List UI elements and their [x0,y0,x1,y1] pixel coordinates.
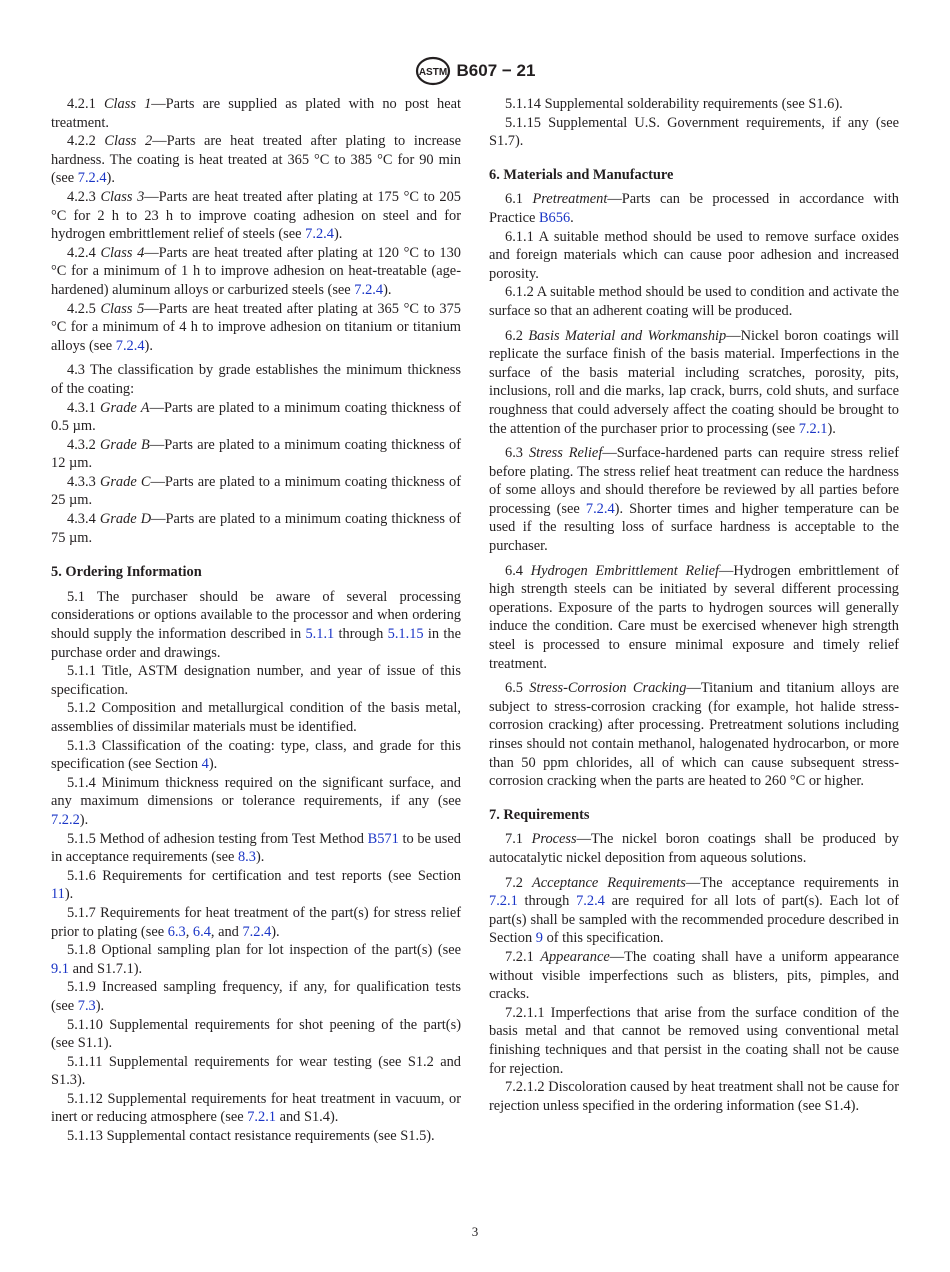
para-4-2-4: 4.2.4 Class 4—Parts are heat treated after plating at 120 °C to 130 °C for a minimum of 1 h to improve adhesion on heat-treatable (age-hardened) aluminum alloys or carburized steels (see 7.2.4). [51,244,461,298]
para-4-2-5: 4.2.5 Class 5—Parts are heat treated after plating at 365 °C to 375 °C for a minimum of 4 h to improve adhesion on titanium or titanium alloys (see 7.2.4). [51,300,461,354]
ref-link[interactable]: 8.3 [237,849,256,866]
para-5-1-8: 5.1.8 Optional sampling plan for lot inspection of the part(s) (see 9.1 and S1.7.1). [51,942,461,977]
ref-link[interactable]: 9.1 [51,960,69,977]
para-5-1-2: 5.1.2 Composition and metallurgical condition of the basis metal, assemblies of dissimilar materials must be identified. [51,700,461,735]
para-5-1-13: 5.1.13 Supplemental contact resistance requirements (see S1.5). [67,1128,435,1145]
right-column [489,95,899,1115]
ref-link[interactable]: 11 [51,886,65,903]
para-4-2-3: 4.2.3 Class 3—Parts are heat treated after plating at 175 °C to 205 °C for 2 h to 23 h to improve coating adhesion on steel and for hydrogen embrittlement relief of steels (see 7.2.4). [51,188,461,243]
para-5-1-6: 5.1.6 Requirements for certification and test reports (see Section 11). [51,867,461,903]
para-5-1-1: 5.1.1 Title, ASTM designation number, and year of issue of this specification. [51,663,461,698]
para-5-1-11: 5.1.11 Supplemental requirements for wear testing (see S1.2 and S1.3). [51,1053,461,1089]
section-heading-7: 7. Requirements [489,806,590,823]
para-6-1-1: 6.1.1 A suitable method should be used to remove surface oxides and foreign materials which can cause poor adhesion and increased porosity. [489,228,899,282]
ref-link[interactable]: B656 [538,209,571,226]
para-7-2: 7.2 Acceptance Requirements—The acceptance requirements in 7.2.1 through 7.2.4 are required for all lots of part(s). Each lot of part(s) shall be sampled with the recommended procedure described in Section 9 of this specification. [489,874,899,947]
page-header [0,56,950,86]
svg-text:ASTM: ASTM [418,67,447,78]
para-4-3: 4.3 The classification by grade establishes the minimum thickness of the coating: [51,362,461,397]
para-5-1-12: 5.1.12 Supplemental requirements for heat treatment in vacuum, or inert or reducing atmosphere (see 7.2.1 and S1.4). [51,1090,461,1126]
para-6-1: 6.1 Pretreatment—Parts can be processed in accordance with Practice B656. [489,191,900,226]
para-7-2-1-1: 7.2.1.1 Imperfections that arise from the surface condition of the basis metal and that cannot be removed using conventional metal finishing techniques and that persist in the coating shall not be cause for rejection. [489,1004,899,1077]
ref-link[interactable]: 5.1.1 [305,626,335,643]
para-5-1-4: 5.1.4 Minimum thickness required on the significant surface, and any maximum dimensions or tolerance requirements, if any (see 7.2.2). [51,774,461,828]
ref-link[interactable]: 6.4 [192,923,211,940]
para-4-3-1: 4.3.1 Grade A—Parts are plated to a minimum coating thickness of 0.5 µm. [51,399,461,435]
para-4-3-4: 4.3.4 Grade D—Parts are plated to a minimum coating thickness of 75 µm. [51,511,461,546]
para-7-2-1-2: 7.2.1.2 Discoloration caused by heat treatment shall not be cause for rejection unless specified in the ordering information (see S1.4). [489,1079,899,1114]
para-6-4: 6.4 Hydrogen Embrittlement Relief—Hydrogen embrittlement of high strength steels can be initiated by several different processing operations. Exposure of the parts to hydrogen sources will generally induce the condition. Care must be exercised whenever high strength steel is processed to ensure minimal exposure and timely relief treatment. [489,562,899,672]
para-7-2-1: 7.2.1 Appearance—The coating shall have a uniform appearance without visible imperfections such as blisters, pits, pimples, and cracks. [489,948,899,1003]
para-5-1-9: 5.1.9 Increased sampling frequency, if any, for qualification tests (see 7.3). [51,979,461,1014]
ref-link[interactable]: 5.1.15 [387,626,424,643]
para-4-2-1: 4.2.1 Class 1—Parts are supplied as plated with no post heat treatment. [51,96,461,131]
ref-link[interactable]: 4 [201,756,209,773]
ref-link[interactable]: 7.3 [77,997,96,1014]
ref-link[interactable]: 7.2.4 [354,281,384,298]
para-6-2: 6.2 Basis Material and Workmanship—Nickel boron coatings will replicate the surface finish of the basis material. Imperfections in the surface of the basis material including scratches, porosity, pits, inclusions, roll and die marks, lap crack, burrs, cold shuts, and surface roughness that could adversely affect the coating should be brought to the attention of the purchaser prior to processing (see 7.2.1). [489,327,899,437]
para-4-3-2: 4.3.2 Grade B—Parts are plated to a minimum coating thickness of 12 µm. [51,436,461,472]
ref-link[interactable]: 7.2.1 [489,893,518,910]
ref-link[interactable]: 7.2.1 [798,420,828,437]
para-5-1: 5.1 The purchaser should be aware of several processing considerations or options available to the processor and when ordering should supply the information described in 5.1.1 through 5.1.15 in the purchase order and drawings. [51,588,461,661]
para-6-1-2: 6.1.2 A suitable method should be used to condition and activate the surface so that an adherent coating will be produced. [489,284,899,319]
ref-link[interactable]: 7.2.1 [247,1109,276,1126]
standard-designation: B607 − 21 [456,61,536,80]
ref-link[interactable]: 7.2.4 [305,226,334,243]
ref-link[interactable]: 7.2.4 [576,893,605,910]
para-5-1-3: 5.1.3 Classification of the coating: type, class, and grade for this specification (see Section 4). [51,737,461,773]
left-column [51,95,461,1146]
ref-link[interactable]: 7.2.4 [242,923,272,940]
ref-link[interactable]: 7.2.4 [77,170,107,187]
section-heading-5: 5. Ordering Information [51,564,202,581]
para-5-1-7: 5.1.7 Requirements for heat treatment of the part(s) for stress relief prior to plating (see 6.3, 6.4, and 7.2.4). [51,904,461,940]
para-4-2-2: 4.2.2 Class 2—Parts are heat treated after plating to increase hardness. The coating is heat treated at 365 °C to 385 °C for 90 min (see 7.2.4). [51,133,461,187]
para-6-5: 6.5 Stress-Corrosion Cracking—Titanium and titanium alloys are subject to stress-corrosion cracking (for example, hot halide stress-corrosion cracking) after processing. Pretreatment solutions including rinses should not contain methanol, halogenated hydrocarbon, or more than 50 ppm chlorides, all of which can cause subsequent stress-corrosion cracking when the parts are heated to 260 °C or higher. [489,680,899,790]
ref-link[interactable]: B571 [367,830,399,847]
para-5-1-15: 5.1.15 Supplemental U.S. Government requirements, if any (see S1.7). [489,114,899,150]
para-4-3-3: 4.3.3 Grade C—Parts are plated to a minimum coating thickness of 25 µm. [51,473,461,509]
ref-link[interactable]: 6.3 [167,923,186,940]
para-6-3: 6.3 Stress Relief—Surface-hardened parts can require stress relief before plating. The stress relief heat treatment can reduce the hardness of some alloys and should therefore be reviewed by all parties before processing (see 7.2.4). Shorter times and higher temperature can be used if the resulting loss of surface hardness is acceptable to the purchaser. [489,445,899,555]
para-5-1-5: 5.1.5 Method of adhesion testing from Test Method B571 to be used in acceptance requirements (see 8.3). [51,830,461,866]
section-heading-6: 6. Materials and Manufacture [489,166,674,183]
para-7-1: 7.1 Process—The nickel boron coatings shall be produced by autocatalytic nickel deposition from aqueous solutions. [489,831,899,866]
astm-logo [415,56,451,86]
para-5-1-14: 5.1.14 Supplemental solderability requirements (see S1.6). [505,96,843,112]
ref-link[interactable]: 9 [535,930,543,947]
ref-link[interactable]: 7.2.4 [585,500,615,517]
ref-link[interactable]: 7.2.4 [115,337,145,354]
page-number: 3 [471,1224,479,1239]
para-5-1-10: 5.1.10 Supplemental requirements for shot peening of the part(s) (see S1.1). [51,1016,461,1052]
ref-link[interactable]: 7.2.2 [51,811,80,828]
